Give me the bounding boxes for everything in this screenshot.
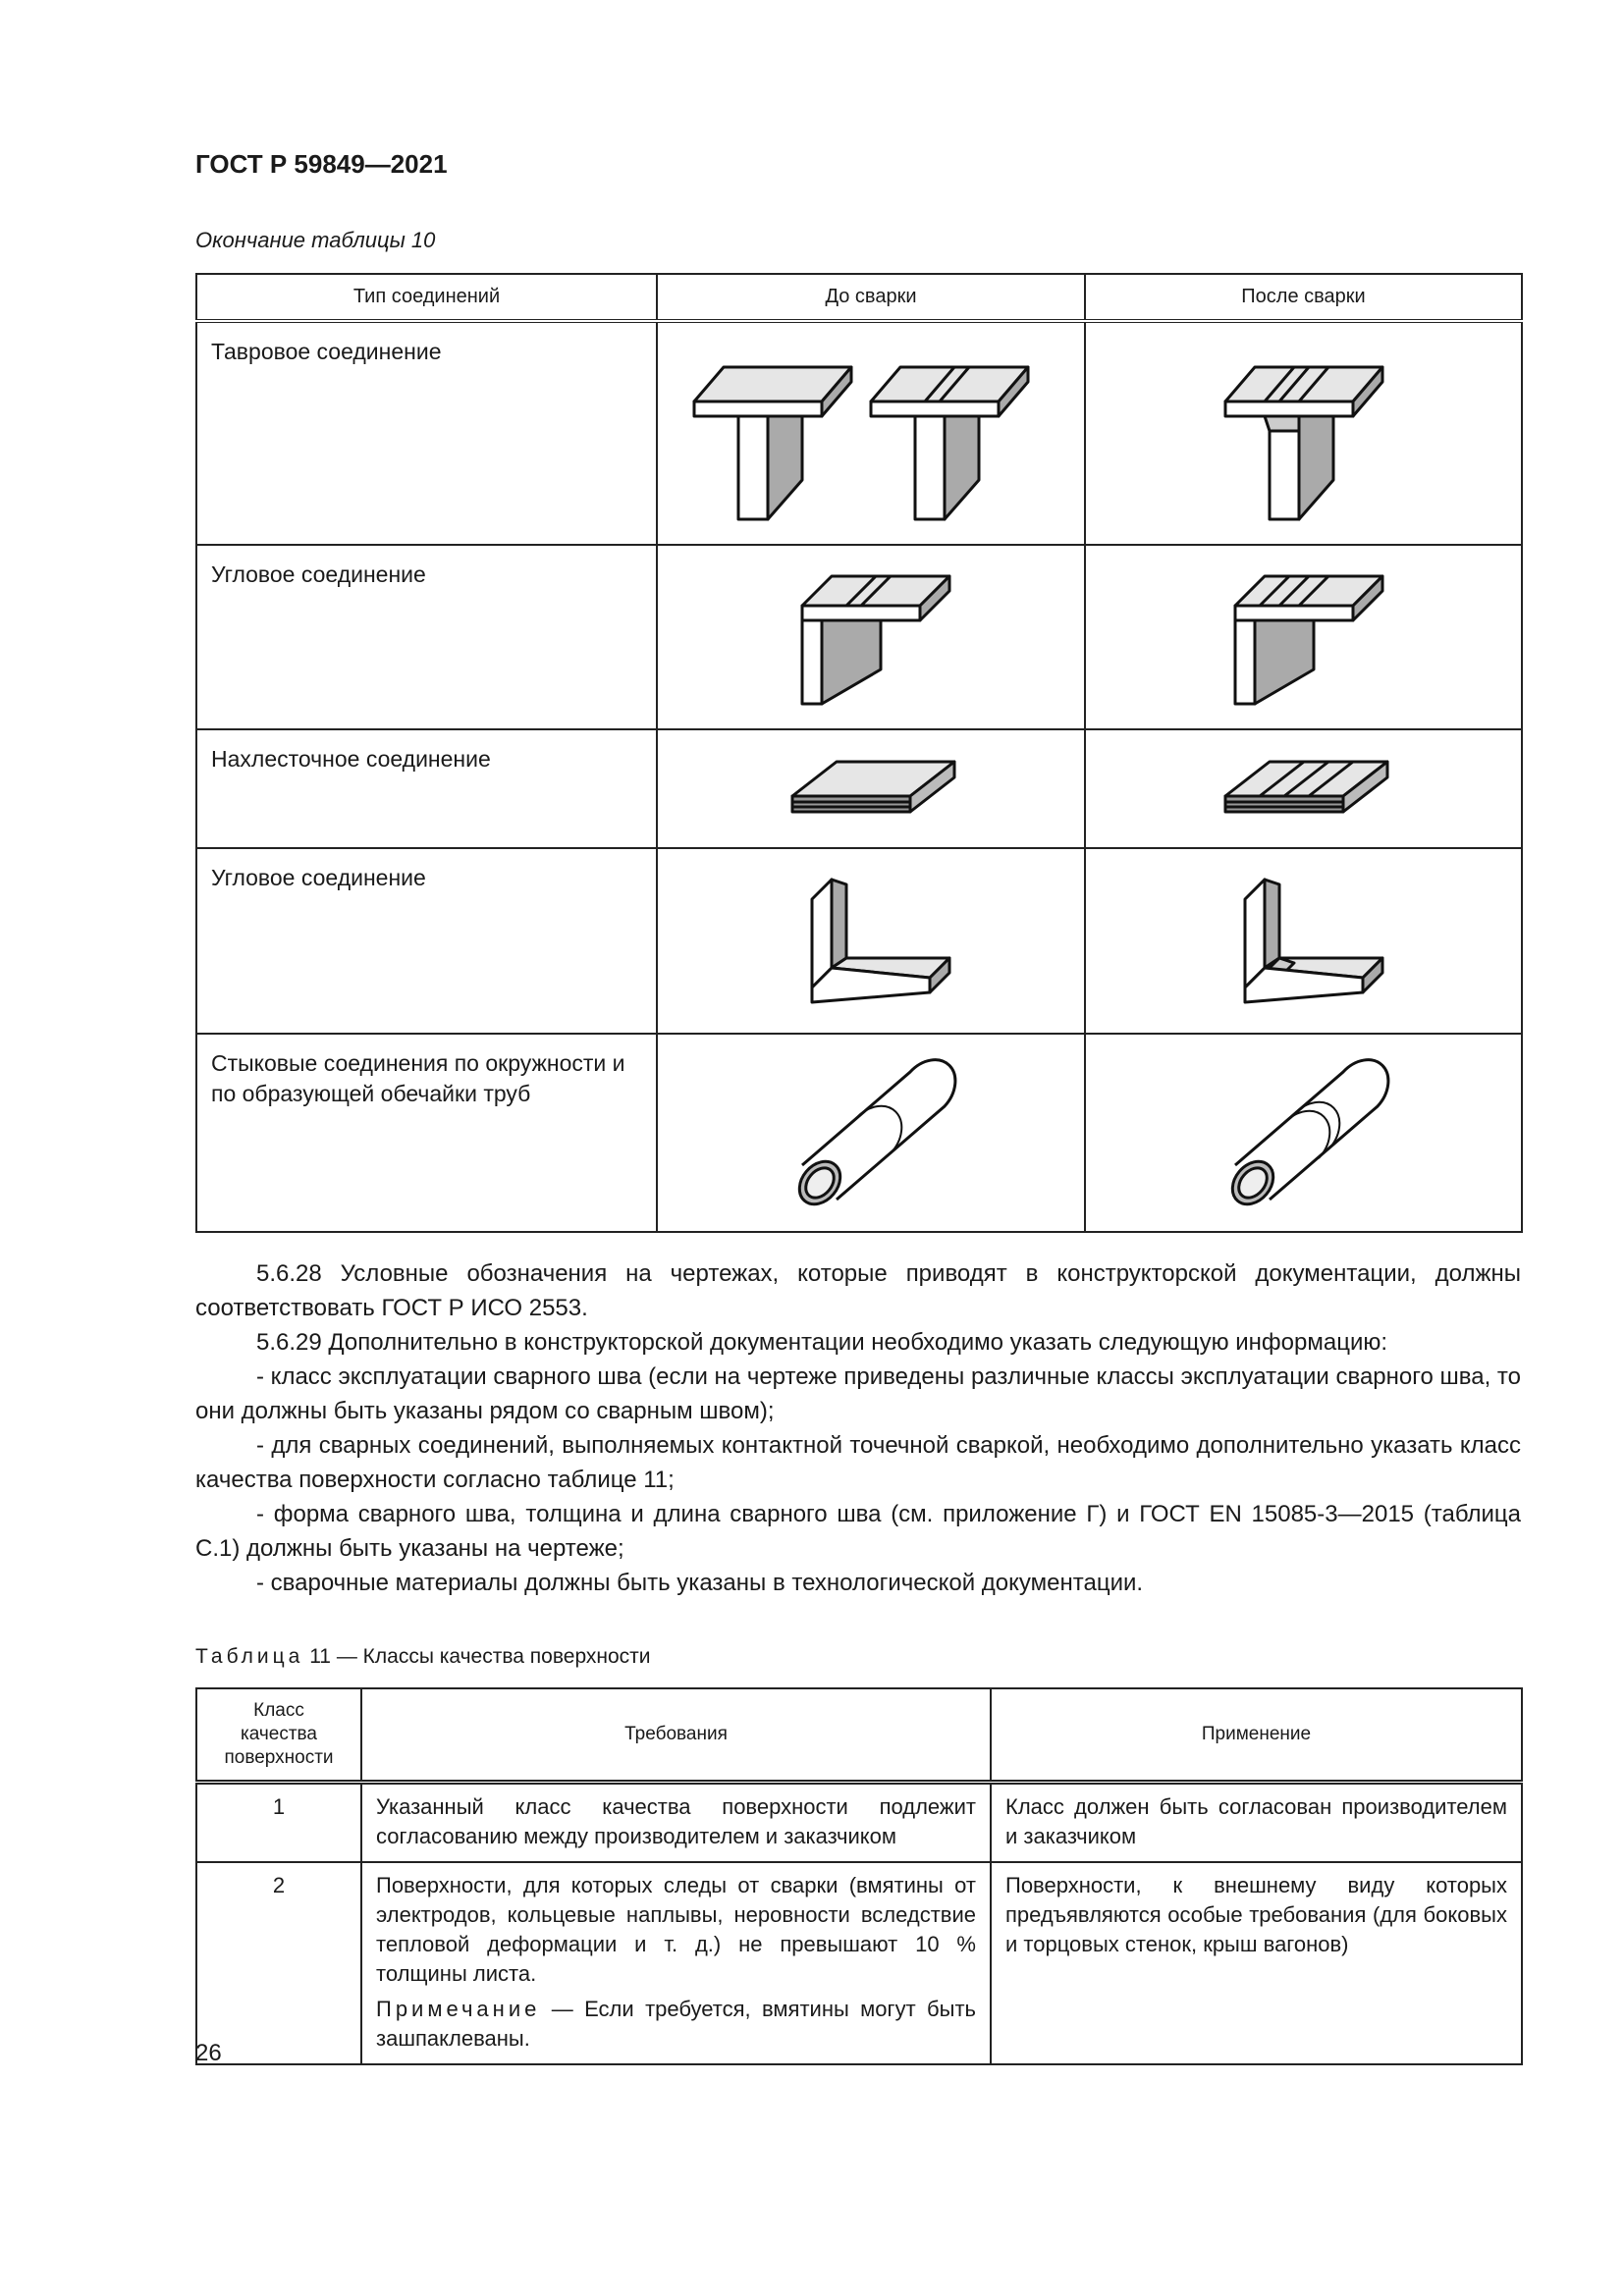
- application: Класс должен быть согласован производителем и заказчиком: [991, 1783, 1522, 1863]
- table11-caption: [195, 1645, 651, 1669]
- joint-type: Угловое соединение: [196, 848, 657, 1034]
- t-joint-before-icon: [657, 321, 1085, 545]
- requirements: Указанный класс качества поверхности подлежит согласованию между производителем и заказчиком: [361, 1783, 991, 1863]
- column-header: Требования: [361, 1688, 991, 1783]
- table-11: [195, 1687, 1523, 2065]
- note-text: — Если требуется, вмятины могут быть зашпаклеваны.: [376, 1997, 976, 2051]
- lap-joint-after-icon: [1085, 729, 1522, 848]
- joint-type: Нахлесточное соединение: [196, 729, 657, 848]
- lap-joint-before-icon: [657, 729, 1085, 848]
- caption-text: 11 — Классы качества поверхности: [309, 1645, 651, 1668]
- list-item: - класс эксплуатации сварного шва (если на чертеже приведены различные классы эксплуатации сварного шва, то они должны быть указаны рядом со сварным швом);: [195, 1363, 1521, 1424]
- class-number: 1: [196, 1783, 361, 1863]
- column-header: Класс качества поверхности: [196, 1688, 361, 1783]
- application: Поверхности, к внешнему виду которых предъявляются особые требования (для боковых и торцовых стенок, крыш вагонов): [991, 1862, 1522, 2064]
- t-joint-after-icon: [1085, 321, 1522, 545]
- joint-type: Стыковые соединения по окружности и по образующей обечайки труб: [196, 1034, 657, 1232]
- requirements: Поверхности, для которых следы от сварки (вмятины от электродов, кольцевые наплывы, неровности вследствие тепловой деформации и т. д.) не превышают 10 % толщины листа.: [376, 1873, 976, 1986]
- note: [376, 1995, 976, 2054]
- paragraph: 5.6.28 Условные обозначения на чертежах, которые приводят в конструкторской документации, должны соответствовать ГОСТ Р ИСО 2553.: [195, 1260, 1521, 1321]
- pipe-joint-after-icon: [1085, 1034, 1522, 1232]
- table-row: [196, 729, 1522, 848]
- column-header: После сварки: [1085, 274, 1522, 321]
- document-header: ГОСТ Р 59849—2021: [195, 149, 448, 179]
- list-item: - форма сварного шва, толщина и длина сварного шва (см. приложение Г) и ГОСТ EN 15085-3—2015 (таблица С.1) должны быть указаны на чертеже;: [195, 1501, 1521, 1562]
- requirements-cell: [361, 1862, 991, 2064]
- column-header: До сварки: [657, 274, 1085, 321]
- table-row: [196, 545, 1522, 729]
- table-row: [196, 1783, 1522, 1863]
- angle-joint-before-icon: [657, 848, 1085, 1034]
- paragraph: 5.6.29 Дополнительно в конструкторской документации необходимо указать следующую информацию:: [256, 1329, 1388, 1356]
- pipe-joint-before-icon: [657, 1034, 1085, 1232]
- corner-joint-after-icon: [1085, 545, 1522, 729]
- caption-label: Таблица: [195, 1645, 304, 1668]
- table10-caption: Окончание таблицы 10: [195, 228, 436, 252]
- class-number: 2: [196, 1862, 361, 2064]
- table-10: [195, 273, 1523, 1233]
- page-number: 26: [195, 2040, 222, 2066]
- angle-joint-after-icon: [1085, 848, 1522, 1034]
- table-row: [196, 1862, 1522, 2064]
- table-row: [196, 1034, 1522, 1232]
- joint-type: Угловое соединение: [196, 545, 657, 729]
- list-item: - сварочные материалы должны быть указаны в технологической документации.: [256, 1570, 1144, 1596]
- table-row: [196, 848, 1522, 1034]
- column-header: Применение: [991, 1688, 1522, 1783]
- body-text: [195, 1256, 1521, 1600]
- table-row: [196, 321, 1522, 545]
- corner-joint-before-icon: [657, 545, 1085, 729]
- joint-type: Тавровое соединение: [196, 321, 657, 545]
- note-label: Примечание: [376, 1997, 541, 2021]
- column-header: Тип соединений: [196, 274, 657, 321]
- list-item: - для сварных соединений, выполняемых контактной точечной сваркой, необходимо дополнительно указать класс качества поверхности согласно таблице 11;: [195, 1432, 1521, 1493]
